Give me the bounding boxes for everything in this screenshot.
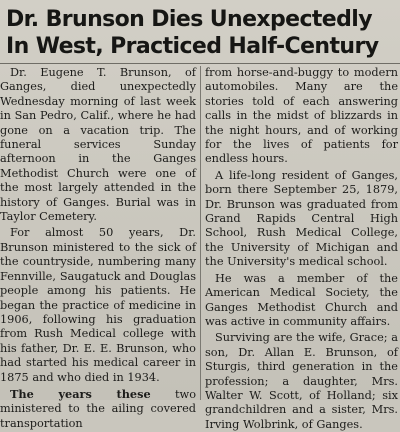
- article-paragraph: A life-long resident of Ganges, born there September 25, 1879, Dr. Brunson was graduated from Grand Rapids Central High School, Rush Medical College, the University of Michigan and the University's medical school.: [205, 168, 398, 269]
- article-paragraph: Surviving are the wife, Grace; a son, Dr. Allan E. Brunson, of Sturgis, third generation in the profession; a daughter, Mrs. Walter W. Scott, of Holland; six grandchildren and a sister, Mrs. Irving Wolbrink, of Ganges.: [205, 331, 398, 431]
- article-paragraph: He was a member of the American Medical Society, the Ganges Methodist Church and was active in community affairs.: [205, 271, 398, 328]
- headline-line-2: In West, Practiced Half-Century: [6, 34, 379, 59]
- article-paragraph: from horse-and-buggy to modern automobiles. Many are the stories told of each answering calls in the midst of blizzards in the night hours, and of working for the lives of patients for endless hours.: [205, 66, 398, 166]
- article-column-left: [0, 66, 196, 430]
- headline-line-1: Dr. Brunson Dies Unexpectedly: [6, 7, 372, 32]
- paragraph-text: two ministered to the ailing covered transportation: [0, 387, 196, 430]
- column-divider: [200, 66, 201, 400]
- headline: [6, 6, 394, 60]
- article-paragraph: For almost 50 years, Dr. Brunson ministered to the sick of the countryside, numbering many Fennville, Saugatuck and Douglas people among his patients. He began the practice of medicine in 1906, following his graduation from Rush Medical college with his father, Dr. E. E. Brunson, who had started his medical career in 1875 and who died in 1934.: [0, 226, 196, 384]
- headline-rule: [0, 63, 400, 64]
- article-paragraph: [0, 387, 196, 431]
- article-paragraph: Dr. Eugene T. Brunson, of Ganges, died unexpectedly Wednesday morning of last week in San Pedro, Calif., where he had gone on a vacation trip. The funeral services Sunday afternoon in the Ganges Methodist Church were one of the most largely attended in the history of Ganges. Burial was in Taylor Cemetery.: [0, 66, 196, 224]
- article-column-right: [205, 66, 398, 431]
- paragraph-lead-in: The years these: [10, 386, 151, 401]
